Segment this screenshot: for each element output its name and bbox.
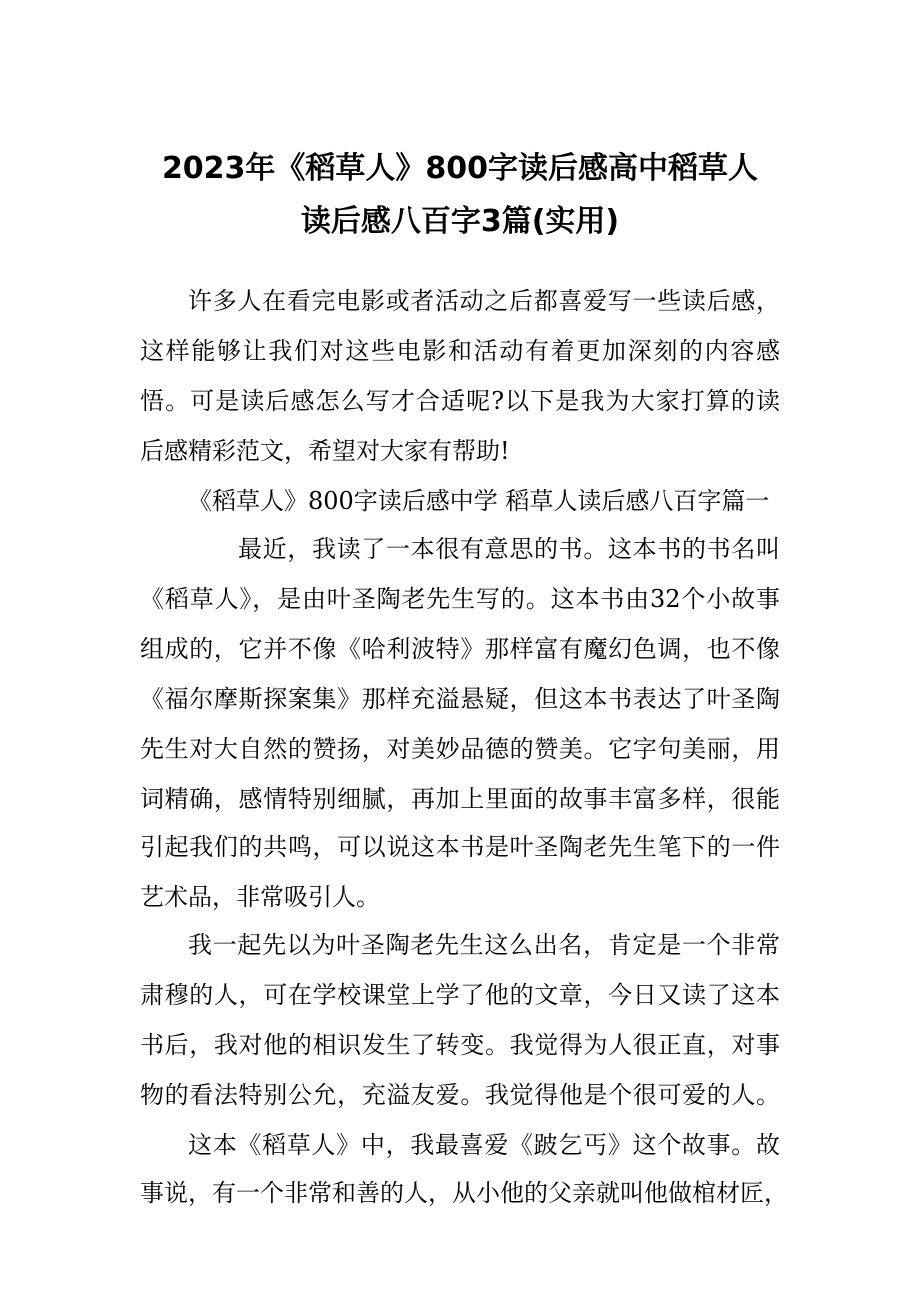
paragraph-line: 悟。可是读后感怎么写才合适呢?以下是我为大家打算的读 (140, 387, 780, 415)
section-heading: 《稻草人》800字读后感中学 稻草人读后感八百字篇一 (188, 487, 770, 515)
paragraph-line: 事说，有一个非常和善的人，从小他的父亲就叫他做棺材匠， (140, 1179, 788, 1207)
paragraph-line: 《稻草人》，是由叶圣陶老先生写的。这本书由32个小故事 (140, 585, 780, 613)
paragraph-line: 这本《稻草人》中，我最喜爱《跛乞丐》这个故事。故 (188, 1131, 780, 1159)
paragraph-line: 这样能够让我们对这些电影和活动有着更加深刻的内容感 (140, 337, 780, 365)
paragraph-line: 艺术品，非常吸引人。 (140, 883, 380, 911)
paragraph-line: 肃穆的人，可在学校课堂上学了他的文章，今日又读了这本 (140, 981, 780, 1009)
document-title-line-2: 读后感八百字3篇(实用) (300, 204, 620, 239)
paragraph-line: 许多人在看完电影或者活动之后都喜爱写一些读后感， (188, 287, 780, 315)
paragraph-line: 先生对大自然的赞扬，对美妙品德的赞美。它字句美丽，用 (140, 735, 780, 763)
paragraph-line: 后感精彩范文，希望对大家有帮助! (140, 437, 510, 465)
document-title-line-1: 2023年《稻草人》800字读后感高中稻草人 (161, 151, 759, 186)
paragraph-line: 引起我们的共鸣，可以说这本书是叶圣陶老先生笔下的一件 (140, 833, 780, 861)
paragraph-line: 《福尔摩斯探案集》那样充溢悬疑，但这本书表达了叶圣陶 (140, 685, 780, 713)
paragraph-line: 书后，我对他的相识发生了转变。我觉得为人很正直，对事 (140, 1031, 780, 1059)
paragraph-line: 物的看法特别公允，充溢友爱。我觉得他是个很可爱的人。 (140, 1081, 780, 1109)
paragraph-line: 最近，我读了一本很有意思的书。这本书的书名叫 (238, 535, 780, 563)
paragraph-line: 我一起先以为叶圣陶老先生这么出名，肯定是一个非常 (188, 931, 780, 959)
paragraph-line: 组成的，它并不像《哈利波特》那样富有魔幻色调，也不像 (140, 635, 780, 663)
paragraph-line: 词精确，感情特别细腻，再加上里面的故事丰富多样，很能 (140, 785, 780, 813)
